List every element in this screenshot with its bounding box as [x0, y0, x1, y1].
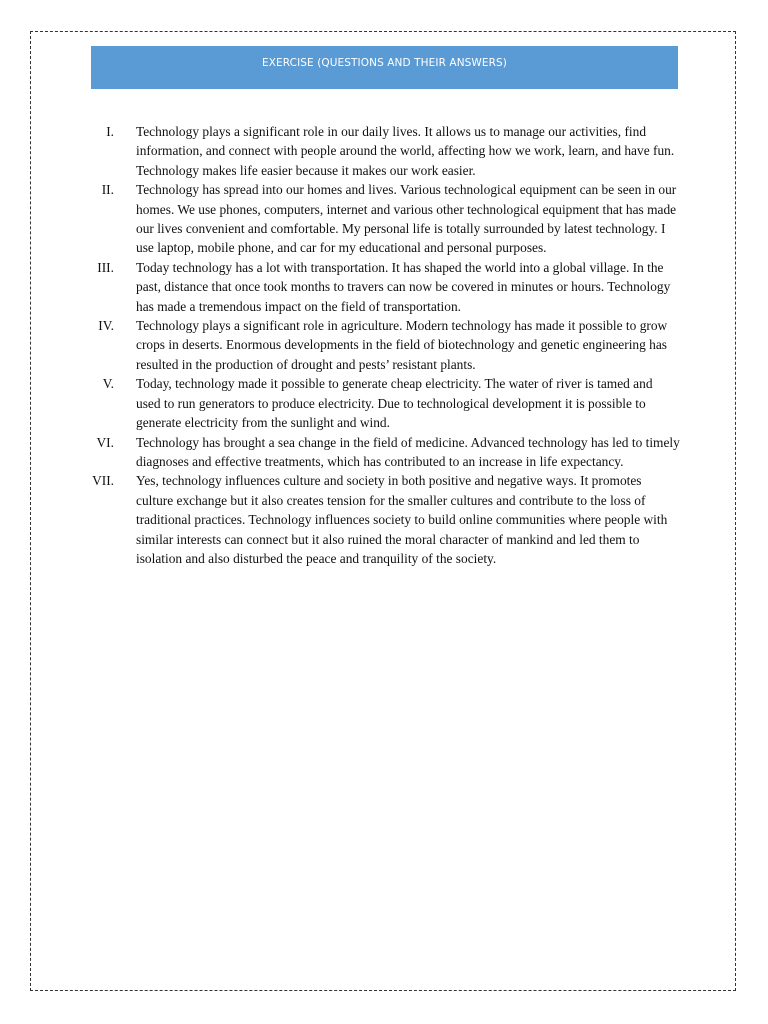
list-item-numeral: VI. [96, 434, 114, 450]
list-item-numeral: IV. [98, 318, 114, 334]
header-banner [91, 46, 678, 89]
list-item-text: Today technology has a lot with transportation. It has shaped the world into a global village. In the past, distance that once took months to travers can now be covered in minutes or hours. Technology has made a tremendous impact on the field of transportation. [136, 259, 671, 314]
list-item [80, 180, 680, 258]
list-item-numeral: VII. [92, 473, 114, 489]
list-item-numeral: V. [102, 376, 114, 392]
list-item [80, 433, 680, 472]
list-item-text: Technology plays a significant role in our daily lives. It allows us to manage our activities, find information, and connect with people around the world, affecting how we work, learn, and have fun. Technology makes life easier because it makes our work easier. [136, 124, 675, 178]
list-item [80, 258, 680, 316]
list-item [80, 471, 680, 568]
list-item [80, 374, 680, 432]
answer-list [80, 122, 680, 568]
page-title: EXERCISE (QUESTIONS AND THEIR ANSWERS) [262, 57, 507, 69]
list-item-text: Technology plays a significant role in agriculture. Modern technology has made it possible to grow crops in deserts. Enormous developments in the field of biotechnology and genetic engineering has resulted in the production of drought and pests’ resistant plants. [136, 318, 668, 372]
list-item-numeral: I. [106, 124, 114, 139]
list-item-text: Yes, technology influences culture and society in both positive and negative ways. It promotes culture exchange but it also creates tension for the smaller cultures and contribute to the loss of traditional practices. Technology influences society to build online communities where people with similar interests can connect but it also ruined the moral character of mankind and led them to isolation and also disturbed the peace and tranquility of the society. [136, 473, 668, 566]
list-item-numeral: III. [97, 259, 114, 275]
list-item-text: Technology has brought a sea change in the field of medicine. Advanced technology has led to timely diagnoses and effective treatments, which has contributed to an increase in life expectancy. [136, 434, 680, 469]
list-item-text: Technology has spread into our homes and lives. Various technological equipment can be seen in our homes. We use phones, computers, internet and various other technological equipment that has made our lives convenient and comfortable. My personal life is totally surrounded by latest technology. I use laptop, mobile phone, and car for my educational and personal purposes. [136, 182, 677, 256]
list-item-text: Today, technology made it possible to generate cheap electricity. The water of river is tamed and used to run generators to produce electricity. Due to technological development it is possible to generate electricity from the sunlight and wind. [136, 376, 653, 431]
list-item [80, 122, 680, 180]
list-item-numeral: II. [101, 182, 114, 198]
list-item [80, 316, 680, 374]
